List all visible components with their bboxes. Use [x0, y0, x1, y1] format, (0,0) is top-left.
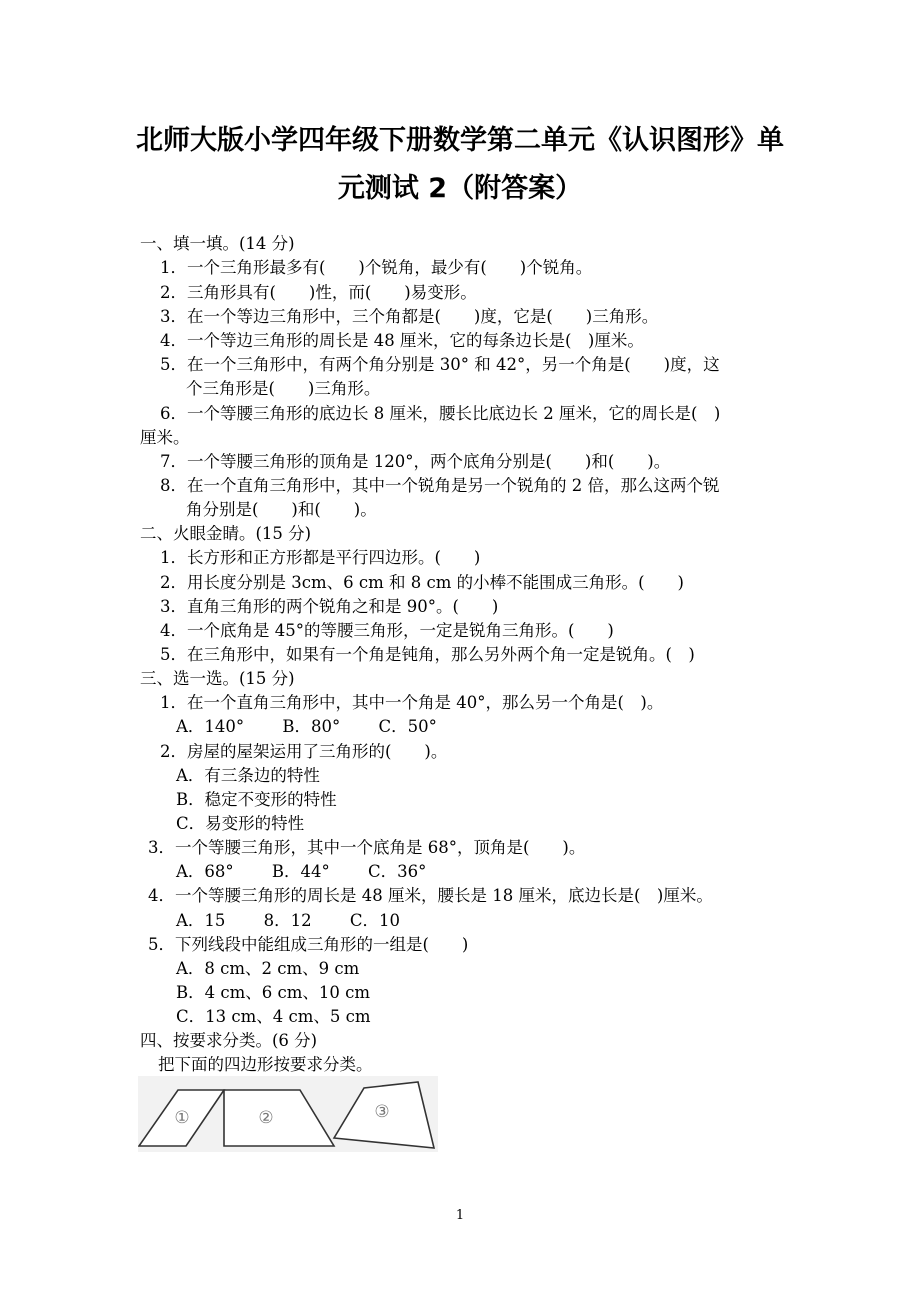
s2-q5: 5．在三角形中，如果有一个角是钝角，那么另外两个角一定是锐角。( ) — [160, 645, 695, 664]
s1-q7: 7．一个等腰三角形的顶角是 120°，两个底角分别是( )和( )。 — [160, 452, 671, 471]
shape-1-label: ① — [174, 1108, 190, 1128]
s3-q5-option-c: C．13 cm、4 cm、5 cm — [176, 1007, 371, 1026]
s3-q3-options: A．68° B．44° C．36° — [176, 862, 427, 881]
section-4-heading: 四、按要求分类。(6 分) — [140, 1031, 318, 1050]
shape-2-label: ② — [258, 1108, 274, 1128]
section-1-heading: 一、填一填。(14 分) — [140, 234, 295, 253]
s1-q2: 2．三角形具有( )性，而( )易变形。 — [160, 283, 477, 302]
section-3-heading: 三、选一选。(15 分) — [140, 669, 295, 688]
s1-q1: 1．一个三角形最多有( )个锐角，最少有( )个锐角。 — [160, 258, 593, 277]
s1-q8-line1: 8．在一个直角三角形中，其中一个锐角是另一个锐角的 2 倍，那么这两个锐 — [160, 476, 720, 495]
s3-q2-option-c: C．易变形的特性 — [176, 814, 305, 833]
s1-q6-line1: 6．一个等腰三角形的底边长 8 厘米，腰长比底边长 2 厘米，它的周长是( ) — [160, 404, 721, 423]
s3-q4: 4．一个等腰三角形的周长是 48 厘米，腰长是 18 厘米，底边长是( )厘米。 — [148, 886, 713, 905]
quadrilaterals-figure — [138, 1076, 438, 1152]
section-2-heading: 二、火眼金睛。(15 分) — [140, 524, 312, 543]
s3-q2-option-a: A．有三条边的特性 — [176, 766, 320, 785]
s2-q4: 4．一个底角是 45°的等腰三角形，一定是锐角三角形。( ) — [160, 621, 614, 640]
s3-q5-option-b: B．4 cm、6 cm、10 cm — [176, 983, 371, 1002]
s1-q5-line2: 个三角形是( )三角形。 — [186, 379, 381, 398]
s3-q1: 1．在一个直角三角形中，其中一个角是 40°，那么另一个角是( )。 — [160, 693, 664, 712]
s1-q3: 3．在一个等边三角形中，三个角都是( )度，它是( )三角形。 — [160, 307, 659, 326]
s3-q4-options: A．15 8．12 C．10 — [176, 911, 401, 930]
s3-q5: 5．下列线段中能组成三角形的一组是( ) — [148, 935, 469, 954]
shape-3-label: ③ — [374, 1102, 390, 1122]
page-number: 1 — [455, 1208, 465, 1223]
s3-q2-option-b: B．稳定不变形的特性 — [176, 790, 337, 809]
s3-q5-option-a: A．8 cm、2 cm、9 cm — [176, 959, 360, 978]
title-line-1: 北师大版小学四年级下册数学第二单元《认识图形》单 — [136, 125, 784, 156]
s3-q3: 3．一个等腰三角形，其中一个底角是 68°，顶角是( )。 — [148, 838, 586, 857]
s4-instruction: 把下面的四边形按要求分类。 — [158, 1055, 373, 1074]
s3-q2: 2．房屋的屋架运用了三角形的( )。 — [160, 742, 448, 761]
s1-q8-line2: 角分别是( )和( )。 — [186, 500, 377, 519]
s2-q3: 3．直角三角形的两个锐角之和是 90°。( ) — [160, 597, 499, 616]
title-line-2: 元测试 2（附答案） — [337, 173, 583, 204]
s3-q1-options: A．140° B．80° C．50° — [176, 717, 437, 736]
s2-q2: 2．用长度分别是 3cm、6 cm 和 8 cm 的小棒不能围成三角形。( ) — [160, 573, 684, 592]
s1-q5-line1: 5．在一个三角形中，有两个角分别是 30° 和 42°，另一个角是( )度，这 — [160, 355, 720, 374]
s1-q6-line2: 厘米。 — [140, 428, 190, 447]
s2-q1: 1．长方形和正方形都是平行四边形。( ) — [160, 548, 481, 567]
s1-q4: 4．一个等边三角形的周长是 48 厘米，它的每条边长是( )厘米。 — [160, 331, 644, 350]
